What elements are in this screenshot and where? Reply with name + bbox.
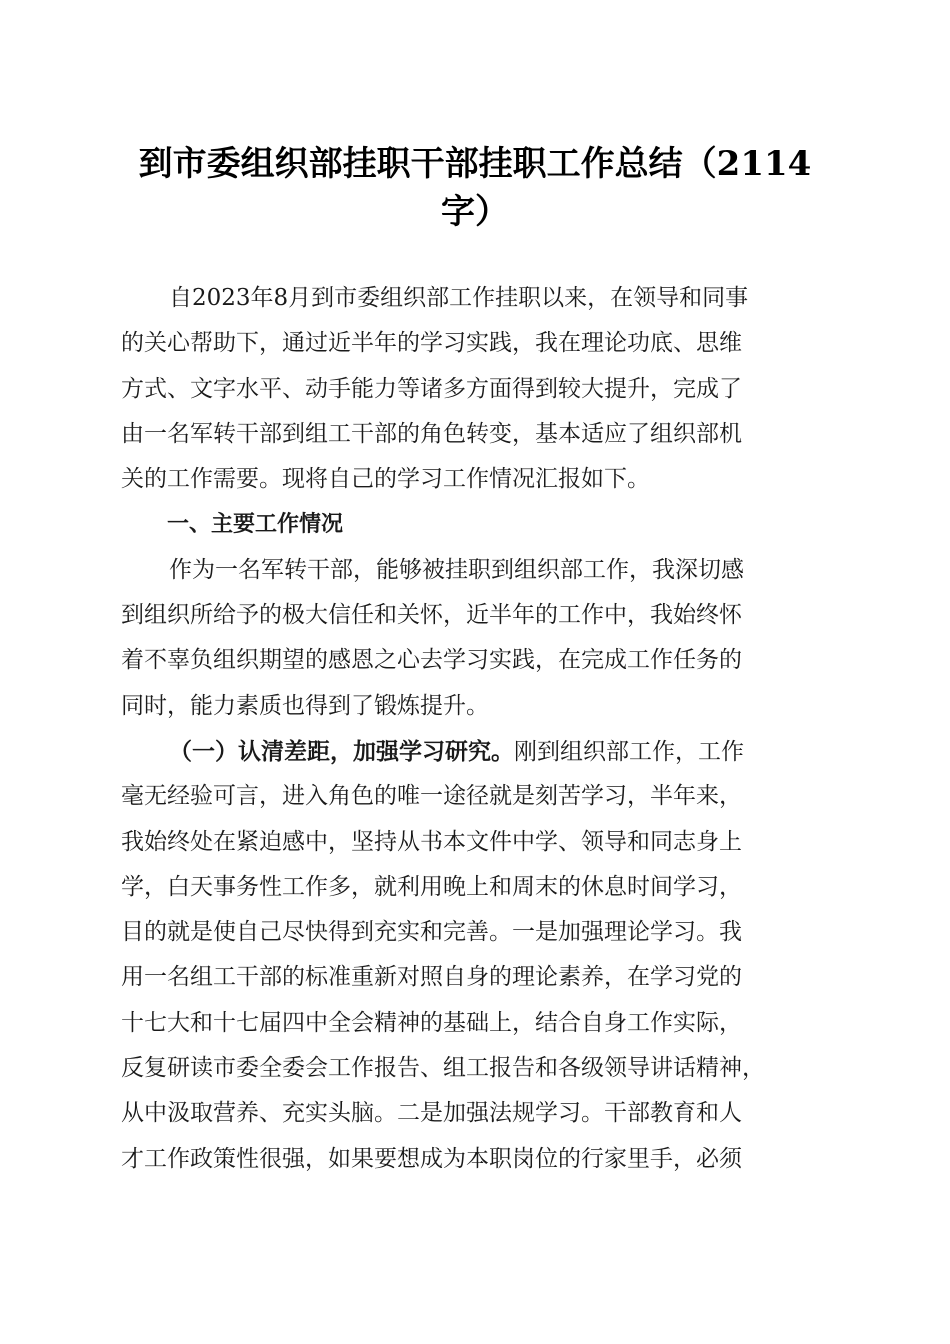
text-line: 由一名军转干部到组工干部的角色转变，基本适应了组织部机	[121, 420, 742, 447]
document-body	[121, 276, 841, 1182]
text-line: 同时，能力素质也得到了锻炼提升。	[121, 692, 489, 719]
text-line: 的关心帮助下，通过近半年的学习实践，我在理论功底、思维	[121, 330, 742, 357]
text-line	[121, 729, 841, 774]
text-line: 才工作政策性很强，如果要想成为本职岗位的行家里手，必须	[121, 1145, 742, 1172]
text-line: 学，白天事务性工作多，就利用晚上和周末的休息时间学习，	[121, 873, 742, 900]
text-line: 反复研读市委全委会工作报告、组工报告和各级领导讲话精神，	[121, 1055, 765, 1082]
text-line: 用一名组工干部的标准重新对照自身的理论素养，在学习党的	[121, 964, 742, 991]
text-line: 我始终处在紧迫感中，坚持从书本文件中学、领导和同志身上	[121, 828, 742, 855]
text-line: 关的工作需要。现将自己的学习工作情况汇报如下。	[121, 466, 650, 493]
section1-paragraph	[121, 548, 841, 729]
text-line: 方式、文字水平、动手能力等诸多方面得到较大提升，完成了	[121, 375, 742, 402]
title-line-1: 到市委组织部挂职干部挂职工作总结（2114	[138, 144, 812, 184]
subsection-text: 刚到组织部工作，工作	[514, 738, 744, 765]
text-line: 十七大和十七届四中全会精神的基础上，结合自身工作实际，	[121, 1009, 742, 1036]
text-line: 着不辜负组织期望的感恩之心去学习实践，在完成工作任务的	[121, 647, 742, 674]
title-line-2: 字）	[441, 192, 509, 232]
text-line: 从中汲取营养、充实头脑。二是加强法规学习。干部教育和人	[121, 1100, 742, 1127]
text-line: 毫无经验可言，进入角色的唯一途径就是刻苦学习，半年来，	[121, 783, 742, 810]
subsection1-paragraph	[121, 729, 841, 1182]
text-line: 到组织所给予的极大信任和关怀，近半年的工作中，我始终怀	[121, 602, 742, 629]
text-line: 作为一名军转干部，能够被挂职到组织部工作，我深切感	[169, 556, 744, 583]
text-line: 目的就是使自己尽快得到充实和完善。一是加强理论学习。我	[121, 919, 742, 946]
text-line: 自2023年8月到市委组织部工作挂职以来，在领导和同事	[169, 285, 749, 311]
section-heading: 一、主要工作情况	[167, 512, 344, 538]
document-title	[110, 140, 840, 236]
subsection-heading: （一）认清差距，加强学习研究。	[169, 737, 514, 765]
intro-paragraph	[121, 276, 841, 502]
